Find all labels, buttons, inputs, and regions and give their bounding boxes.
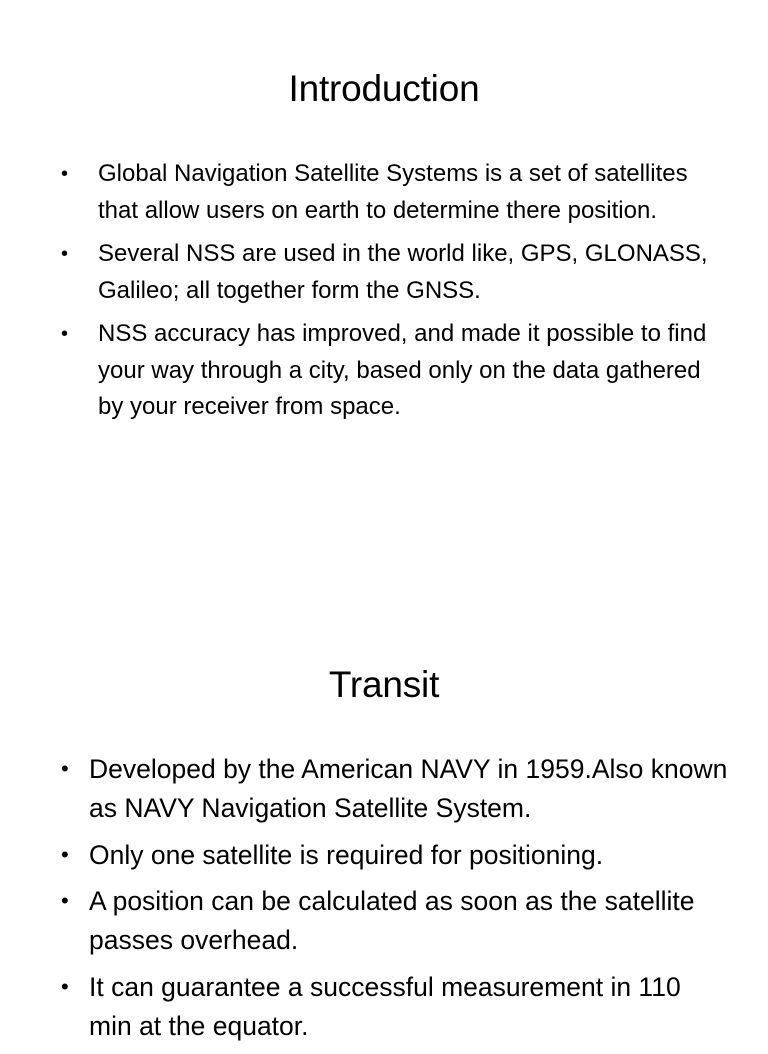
bullet-icon: •	[61, 163, 69, 185]
bullet-icon: •	[61, 323, 69, 345]
bullet-text: Only one satellite is required for positioning.	[89, 839, 604, 870]
bullet-text: NSS accuracy has improved, and made it possible to find your way through a city, based only on the data gathered by your receiver from space.	[98, 320, 707, 420]
bullet-list	[60, 750, 730, 1054]
bullet-icon: •	[61, 973, 69, 999]
slide-title: Introduction	[288, 68, 480, 109]
list-item	[60, 156, 720, 229]
list-item	[60, 836, 730, 875]
bullet-list	[60, 156, 720, 433]
list-item	[60, 750, 730, 828]
list-item	[60, 882, 730, 960]
bullet-icon: •	[61, 243, 69, 265]
bullet-icon: •	[61, 888, 69, 914]
bullet-text: Global Navigation Satellite Systems is a set of satellites that allow users on earth to determine there position.	[98, 160, 688, 224]
bullet-icon: •	[61, 841, 69, 867]
bullet-text: A position can be calculated as soon as the satellite passes overhead.	[89, 886, 695, 956]
bullet-icon: •	[61, 756, 69, 781]
bullet-text: It can guarantee a successful measurement in 110 min at the equator.	[89, 971, 681, 1041]
list-item	[60, 316, 720, 426]
list-item	[60, 968, 730, 1046]
bullet-text: Several NSS are used in the world like, GPS, GLONASS, Galileo; all together form the GNSS.	[98, 240, 708, 304]
slide-title: Transit	[328, 664, 440, 705]
list-item	[60, 236, 720, 309]
slide-transit	[0, 512, 768, 1041]
bullet-text: Developed by the American NAVY in 1959.Also known as NAVY Navigation Satellite System.	[89, 754, 728, 823]
slide-introduction	[0, 0, 768, 512]
